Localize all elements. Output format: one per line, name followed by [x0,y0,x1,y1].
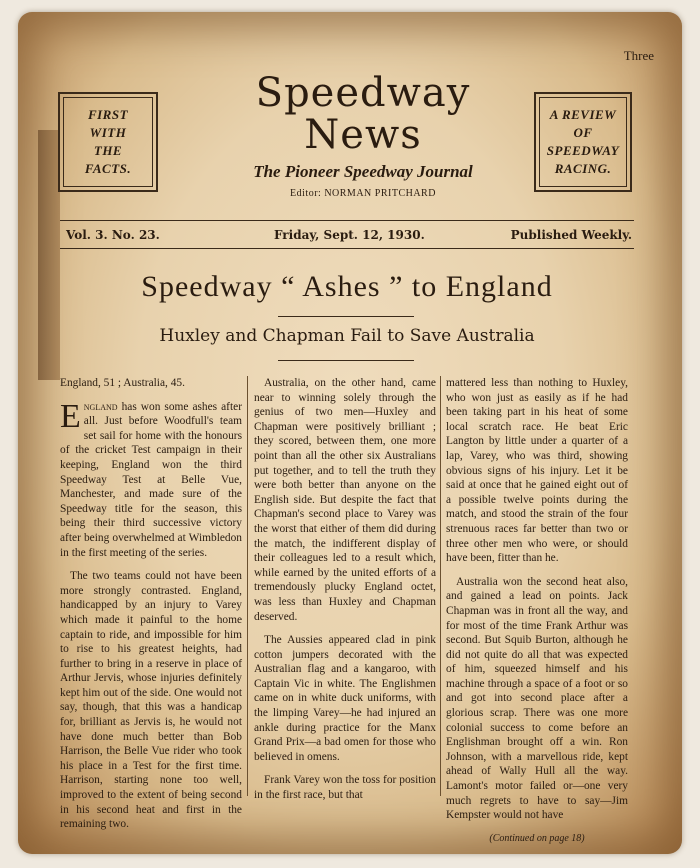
col3-paragraph-1: mattered less than nothing to Huxley, who won just as easily as if he had been taking part in his heat of some local scratch race. He beat Eric Langton by little under a quarter of a lap, Varey, who was third, showing obvious signs of his injury. Let it be said at once that he gained eight out of a possible twelve points during the match, and stood the strain of the four strenuous races far better than two or three other men who were, or should have been, fitter than he. [446,377,628,565]
first-with-facts-box [58,92,158,192]
volume-number: Vol. 3. No. 23. [66,228,160,242]
subheadline: Huxley and Chapman Fail to Save Australia [159,326,535,346]
score-line: England, 51 ; Australia, 45. [60,377,185,389]
masthead-editor: Editor: NORMAN PRITCHARD [290,188,436,199]
col1-paragraph-2: The two teams could not have been more strongly contrasted. England, handicapped by an injury to Varey which made it painful to the home captain to ride, and impossible for him to rise to his greatest heights, had further to bring in a reserve in place of Arthur Jervis, whose injuries definitely kept him out of the side. One would not say, though, that this was a handicap for, brilliant as Jervis is, he would not have done much better than Bob Harrison, the Belle Vue rider who took his place in a Test for the first time. Harrison, starting none too well, improved to the extent of being second in his second heat and first in the remaining two. [60,570,242,831]
box-left-text: FIRST WITH THE FACTS. [84,107,132,176]
masthead [188,72,538,199]
issue-date: Friday, Sept. 12, 1930. [274,228,425,242]
col3-paragraph-2: Australia won the second heat also, and gained a lead on points. Jack Chapman was in front all the way, and for most of the time Frank Arthur was second. But Squib Burton, although he did not quite do all that was expected of him, squeezed himself and his machine through a space of a foot or so and got into second place after a glorious scrap. There was one more colonial success to come before an Englishman brought off a win. Ron Johnson, with a marvellous ride, kept ahead of Wally Hull all the way. Lamont's motor failed or—one very much regrets to have to say—Jim Kempster would not have [446,575,628,822]
published-weekly: Published Weekly. [510,228,632,242]
masthead-title-1: Speedway [255,70,471,116]
subhead-rule [278,360,414,361]
newspaper-page [38,30,664,844]
rule-bottom [60,248,634,249]
column-3 [446,376,628,846]
column-2 [254,376,436,812]
col1-paragraph-1 [60,397,242,561]
column-1 [60,376,242,841]
binding-shadow [38,130,60,380]
col2-paragraph-2: The Aussies appeared clad in pink cotton jumpers decorated with the Australian flag and a kangaroo, with Captain Vic in white. The Englishmen came on in white duck uniforms, with the limping Varey—he had injured an ankle during practice for the Manx Grand Prix—a bad omen for those who believed in omens. [254,634,436,763]
continued-note: (Continued on page 18) [489,832,585,844]
headline: Speedway “ Ashes ” to England [141,270,553,303]
col2-paragraph-3: Frank Varey won the toss for position in the first race, but that [254,774,436,802]
rule-top [60,220,634,221]
col1-p1-text: has won some ashes after all. Just before Woodfull's team set sail for home with the honours of the cricket Test campaign in their keeping, England won the third Speedway Test at Belle Vue, Manchester, and made sure of the Speedway title for the season, this being their third successive victory after being overwhelmed at Wimbledon in the first meeting of the series. [60,400,242,559]
col1-lead-word: ngland [83,400,118,413]
page-number: Three [623,48,654,63]
headline-rule [278,316,414,317]
drop-cap: E [60,397,81,435]
review-box [534,92,632,192]
column-divider-2 [440,376,441,796]
masthead-subtitle: The Pioneer Speedway Journal [253,162,473,181]
masthead-title-2: News [304,112,422,158]
col2-paragraph-1: Australia, on the other hand, came near to winning solely through the genius of two men—Huxley and Chapman were positively brilliant ; they scored, between them, one more point than all the other six Australians put together, and to tell the truth they were both better than anyone on the English side. But despite the fact that Chapman's second place to Varey was the worst that either of them did during the match, the indifferent display of their colleagues led to a result which, while earned by the united efforts of a tremendously plucky England octet, was less than Huxley and Chapman deserved. [254,377,436,623]
column-divider-1 [247,376,248,796]
box-right-text: A REVIEW OF SPEEDWAY RACING. [546,107,620,176]
